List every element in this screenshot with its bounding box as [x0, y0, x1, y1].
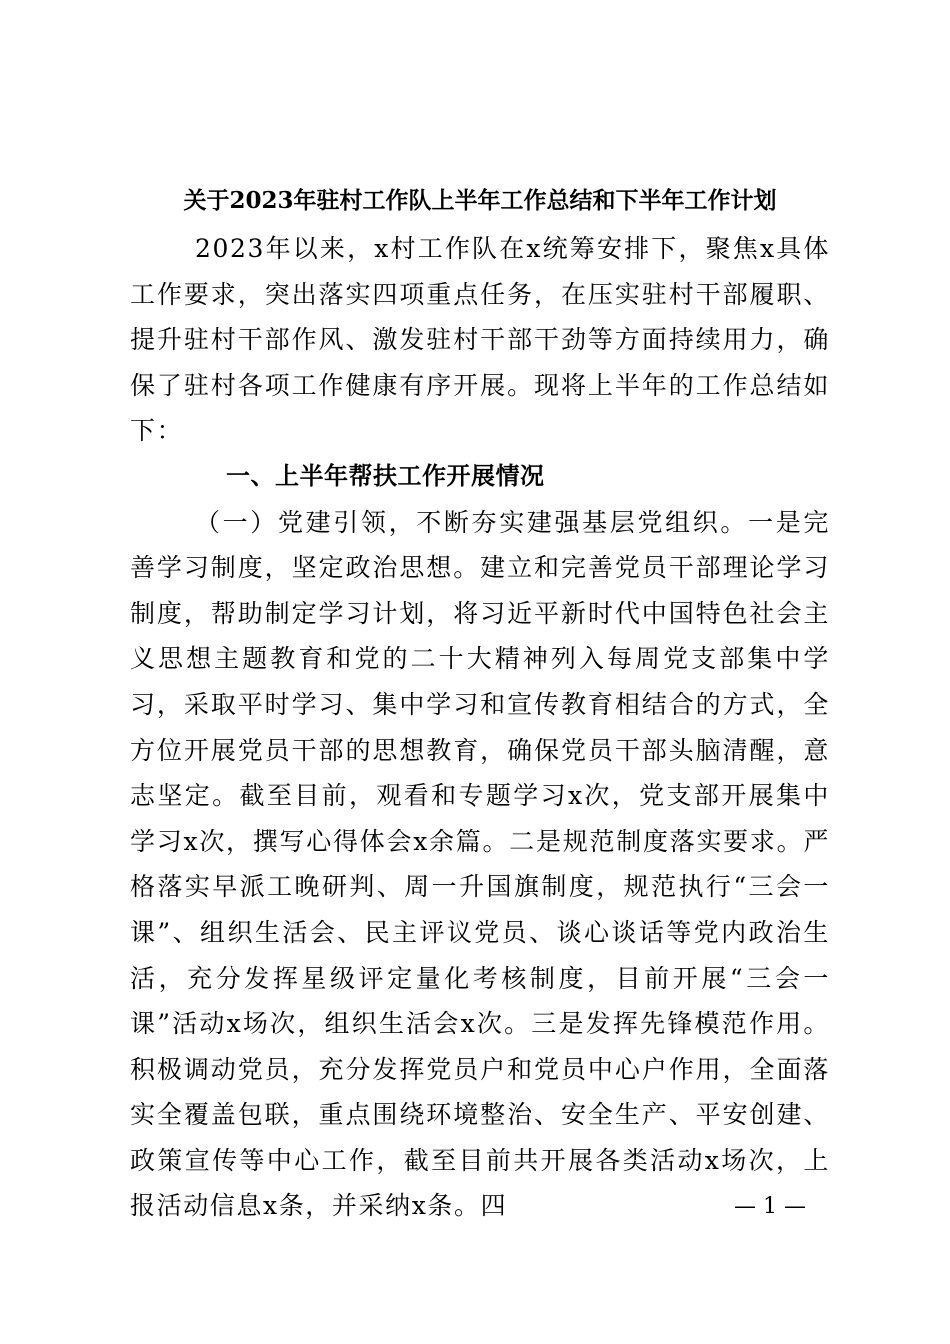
section-heading: 一、上半年帮扶工作开展情况	[226, 461, 545, 490]
page-number: — 1 —	[734, 1194, 806, 1219]
document-title: 关于2023年驻村工作队上半年工作总结和下半年工作计划	[183, 187, 777, 214]
intro-paragraph: 2023年以来，x村工作队在x统筹安排下，聚焦x具体工作要求，突出落实四项重点任务，在压实驻村干部履职、提升驻村干部作风、激发驻村干部干劲等方面持续用力，确保了驻村各项工作健康有序开展。现将上半年的工作总结如下：	[130, 234, 830, 446]
document-body	[130, 226, 830, 1229]
section-paragraph: （一）党建引领，不断夯实建强基层党组织。一是完善学习制度，坚定政治思想。建立和完善党员干部理论学习制度，帮助制定学习计划，将习近平新时代中国特色社会主义思想主题教育和党的二十大精神列入每周党支部集中学习，采取平时学习、集中学习和宣传教育相结合的方式，全方位开展党员干部的思想教育，确保党员干部头脑清醒，意志坚定。截至目前，观看和专题学习x次，党支部开展集中学习x次，撰写心得体会x余篇。二是规范制度落实要求。严格落实早派工晚研判、周一升国旗制度，规范执行“三会一课”、组织生活会、民主评议党员、谈心谈话等党内政治生活，充分发挥星级评定量化考核制度，目前开展“三会一课”活动x场次，组织生活会x次。三是发挥先锋模范作用。积极调动党员，充分发挥党员户和党员中心户作用，全面落实全覆盖包联，重点围绕环境整治、安全生产、平安创建、政策宣传等中心工作，截至目前共开展各类活动x场次，上报活动信息x条，并采纳x条。四	[130, 507, 830, 1221]
